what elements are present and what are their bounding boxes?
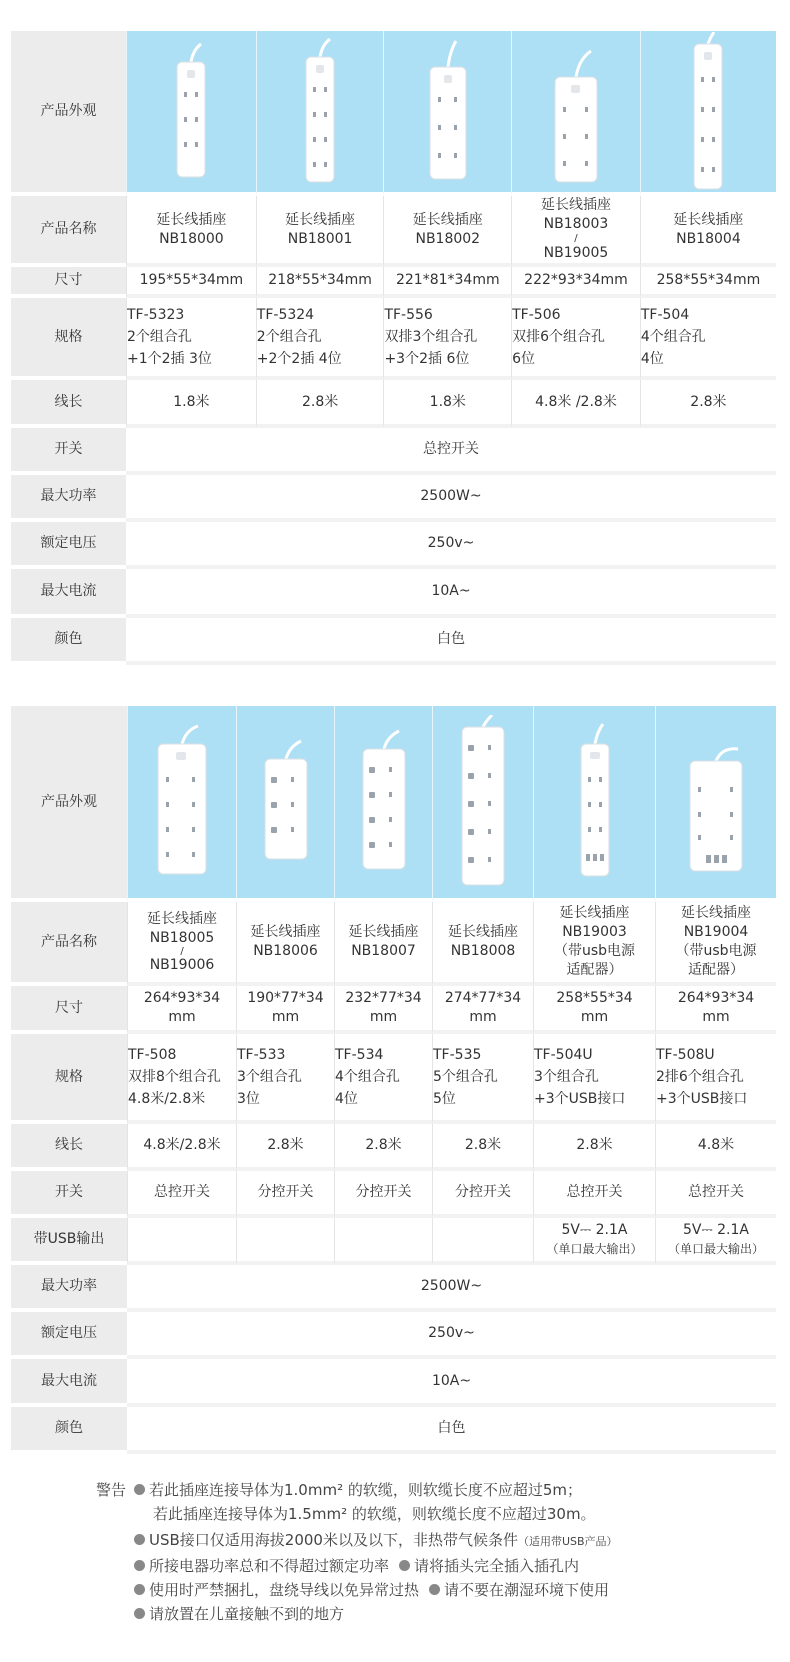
warning-text: 使用时严禁捆扎，盘绕导线以免异常过热	[149, 1581, 420, 1599]
product-image	[533, 706, 655, 902]
product-name: 延长线插座 NB18008	[432, 902, 533, 986]
product-spec: TF-504U 3个组合孔 +3个USB接口	[533, 1034, 655, 1124]
product-switch: 总控开关	[127, 1171, 236, 1218]
product-size: 222*93*34mm	[511, 267, 640, 298]
bullet-icon	[134, 1484, 145, 1495]
product-spec: TF-535 5个组合孔 5位	[432, 1034, 533, 1124]
product-length: 4.8米/2.8米	[127, 1124, 236, 1171]
product-image	[126, 31, 256, 196]
product-switch: 分控开关	[334, 1171, 432, 1218]
label-name: 产品名称	[11, 196, 126, 267]
label-color: 颜色	[11, 618, 126, 665]
max-current-value: 10A~	[126, 569, 776, 618]
product-switch: 总控开关	[655, 1171, 776, 1218]
rated-voltage-value: 250v~	[127, 1312, 776, 1359]
product-spec: TF-506 双排6个组合孔 6位	[511, 298, 640, 380]
product-spec: TF-508 双排8个组合孔 4.8米/2.8米	[127, 1034, 236, 1124]
power-strip-icon	[458, 715, 508, 890]
warning-row	[96, 1578, 776, 1602]
label-usb: 带USB输出	[11, 1218, 127, 1265]
switch-value: 总控开关	[126, 428, 776, 475]
product-size: 221*81*34mm	[383, 267, 511, 298]
product-name: 延长线插座 NB18001	[256, 196, 384, 267]
warning-note: （适用带USB产品）	[517, 1535, 618, 1548]
label-switch: 开关	[11, 428, 126, 475]
product-image	[334, 706, 432, 902]
product-image	[640, 31, 776, 196]
product-image	[383, 31, 511, 196]
max-power-value: 2500W~	[126, 475, 776, 522]
power-strip-icon	[261, 737, 311, 867]
power-strip-icon	[551, 37, 601, 187]
product-length: 4.8米 /2.8米	[511, 380, 640, 428]
product-usb	[127, 1218, 236, 1265]
label-color: 颜色	[11, 1407, 127, 1454]
label-max-current: 最大电流	[11, 1359, 127, 1407]
label-spec: 规格	[11, 298, 126, 380]
product-name: 延长线插座 NB18003 / NB19005	[511, 196, 640, 267]
product-image	[432, 706, 533, 902]
warning-section	[96, 1478, 776, 1626]
warning-text: 请放置在儿童接触不到的地方	[149, 1605, 345, 1623]
label-rated-voltage: 额定电压	[11, 1312, 127, 1359]
product-image	[511, 31, 640, 196]
product-spec: TF-533 3个组合孔 3位	[236, 1034, 334, 1124]
product-name: 延长线插座 NB18005 / NB19006	[127, 902, 236, 986]
warning-row	[96, 1528, 776, 1554]
power-strip-icon	[575, 722, 615, 882]
power-strip-icon	[686, 727, 746, 877]
product-spec: TF-556 双排3个组合孔 +3个2插 6位	[383, 298, 511, 380]
product-usb: 5V⎓ 2.1A （单口最大输出）	[655, 1218, 776, 1265]
bullet-icon	[399, 1560, 410, 1571]
power-strip-icon	[426, 37, 470, 187]
product-length: 2.8米	[533, 1124, 655, 1171]
product-spec: TF-508U 2排6个组合孔 +3个USB接口	[655, 1034, 776, 1124]
product-usb	[432, 1218, 533, 1265]
product-spec: TF-5323 2个组合孔 +1个2插 3位	[126, 298, 256, 380]
bullet-icon	[134, 1560, 145, 1571]
warning-text: 请不要在潮湿环境下使用	[444, 1581, 610, 1599]
label-spec: 规格	[11, 1034, 127, 1124]
bullet-icon	[134, 1534, 145, 1545]
product-size: 264*93*34 mm	[127, 986, 236, 1034]
label-max-current: 最大电流	[11, 569, 126, 618]
warning-row	[96, 1502, 776, 1526]
power-strip-icon	[171, 42, 211, 182]
label-length: 线长	[11, 380, 126, 428]
product-size: 232*77*34 mm	[334, 986, 432, 1034]
product-image	[655, 706, 776, 902]
bullet-icon	[134, 1608, 145, 1619]
product-spec: TF-534 4个组合孔 4位	[334, 1034, 432, 1124]
label-size: 尺寸	[11, 986, 127, 1034]
power-strip-icon	[300, 37, 340, 187]
max-power-value: 2500W~	[127, 1265, 776, 1312]
warning-row	[96, 1554, 776, 1578]
product-size: 258*55*34mm	[640, 267, 776, 298]
warning-row	[96, 1478, 776, 1502]
product-length: 2.8米	[256, 380, 384, 428]
product-name: 延长线插座 NB18006	[236, 902, 334, 986]
spec-table-1	[11, 31, 776, 665]
warning-row	[96, 1602, 776, 1626]
product-usb	[334, 1218, 432, 1265]
product-length: 2.8米	[236, 1124, 334, 1171]
power-strip-icon	[359, 727, 409, 877]
warning-text: 请将插头完全插入插孔内	[414, 1557, 580, 1575]
warning-text: USB接口仅适用海拔2000米以及以下，非热带气候条件	[149, 1531, 518, 1549]
max-current-value: 10A~	[127, 1359, 776, 1407]
spec-table-2	[11, 706, 776, 1454]
product-switch: 分控开关	[236, 1171, 334, 1218]
product-name: 延长线插座 NB18000	[126, 196, 256, 267]
product-spec: TF-504 4个组合孔 4位	[640, 298, 776, 380]
product-size: 258*55*34 mm	[533, 986, 655, 1034]
label-size: 尺寸	[11, 267, 126, 298]
product-spec: TF-5324 2个组合孔 +2个2插 4位	[256, 298, 384, 380]
power-strip-icon	[154, 722, 210, 882]
product-size: 274*77*34 mm	[432, 986, 533, 1034]
label-appearance: 产品外观	[11, 706, 127, 902]
label-appearance: 产品外观	[11, 31, 126, 196]
warning-label: 警告	[96, 1481, 127, 1499]
product-name: 延长线插座 NB19003 （带usb电源 适配器）	[533, 902, 655, 986]
product-length: 4.8米	[655, 1124, 776, 1171]
product-length: 2.8米	[432, 1124, 533, 1171]
color-value: 白色	[126, 618, 776, 665]
product-name: 延长线插座 NB18007	[334, 902, 432, 986]
label-length: 线长	[11, 1124, 127, 1171]
product-usb	[236, 1218, 334, 1265]
product-size: 264*93*34 mm	[655, 986, 776, 1034]
product-length: 2.8米	[334, 1124, 432, 1171]
label-max-power: 最大功率	[11, 1265, 127, 1312]
product-name: 延长线插座 NB18004	[640, 196, 776, 267]
product-size: 218*55*34mm	[256, 267, 384, 298]
color-value: 白色	[127, 1407, 776, 1454]
label-switch: 开关	[11, 1171, 127, 1218]
warning-text: 若此插座连接导体为1.5mm² 的软缆，则软缆长度不应超过30m。	[153, 1505, 596, 1523]
label-max-power: 最大功率	[11, 475, 126, 522]
product-size: 190*77*34 mm	[236, 986, 334, 1034]
bullet-icon	[429, 1584, 440, 1595]
product-name: 延长线插座 NB18002	[383, 196, 511, 267]
product-length: 2.8米	[640, 380, 776, 428]
warning-text: 若此插座连接导体为1.0mm² 的软缆，则软缆长度不应超过5m；	[149, 1481, 583, 1499]
product-length: 1.8米	[383, 380, 511, 428]
product-size: 195*55*34mm	[126, 267, 256, 298]
product-length: 1.8米	[126, 380, 256, 428]
power-strip-icon	[688, 32, 728, 192]
label-name: 产品名称	[11, 902, 127, 986]
product-name: 延长线插座 NB19004 （带usb电源 适配器）	[655, 902, 776, 986]
product-image	[127, 706, 236, 902]
label-rated-voltage: 额定电压	[11, 522, 126, 569]
bullet-icon	[134, 1584, 145, 1595]
product-switch: 总控开关	[533, 1171, 655, 1218]
warning-text: 所接电器功率总和不得超过额定功率	[149, 1557, 390, 1575]
product-image	[236, 706, 334, 902]
product-image	[256, 31, 384, 196]
product-switch: 分控开关	[432, 1171, 533, 1218]
product-usb: 5V⎓ 2.1A （单口最大输出）	[533, 1218, 655, 1265]
rated-voltage-value: 250v~	[126, 522, 776, 569]
